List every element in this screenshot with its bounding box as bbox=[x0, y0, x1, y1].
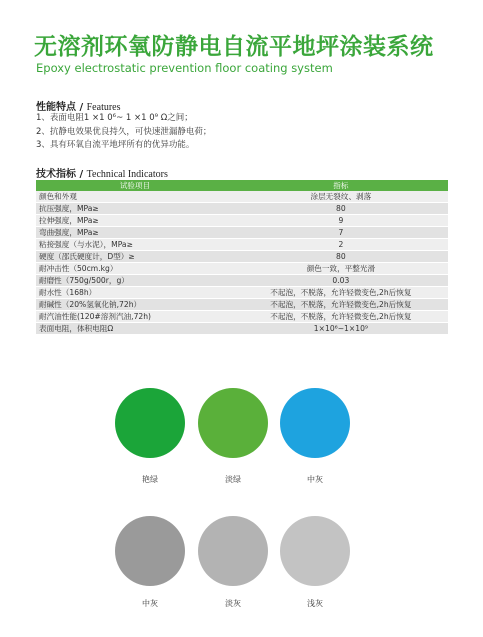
table-row bbox=[36, 251, 448, 263]
swatch-label: 中灰 bbox=[307, 475, 323, 484]
features-list bbox=[36, 112, 211, 153]
row-item: 耐碱性（20%氢氧化钠,72h） bbox=[36, 299, 234, 311]
technical-heading-cn: 技术指标 / bbox=[36, 169, 84, 180]
table-row bbox=[36, 299, 448, 311]
table-row bbox=[36, 191, 448, 203]
row-item: 颜色和外观 bbox=[36, 191, 234, 203]
row-item: 耐水性（168h） bbox=[36, 287, 234, 299]
row-value: 不起泡，不脱落，允许轻微变色,2h后恢复 bbox=[234, 299, 448, 311]
row-item: 抗压强度，MPa≥ bbox=[36, 203, 234, 215]
color-swatch bbox=[280, 516, 350, 586]
swatch-label: 淡绿 bbox=[225, 475, 241, 484]
color-swatch bbox=[198, 388, 268, 458]
table-row bbox=[36, 227, 448, 239]
technical-table bbox=[36, 180, 448, 335]
color-swatch bbox=[198, 516, 268, 586]
features-heading-en: Features bbox=[86, 102, 121, 113]
row-value: 7 bbox=[234, 227, 448, 239]
table-row bbox=[36, 311, 448, 323]
swatch-label: 淡灰 bbox=[225, 599, 241, 608]
row-value: 1×10⁶~1×10⁹ bbox=[234, 323, 448, 335]
row-value: 9 bbox=[234, 215, 448, 227]
technical-heading bbox=[36, 165, 168, 180]
table-header-row bbox=[36, 180, 448, 191]
feature-item: 1、表面电阻1 ×1 0⁶~ 1 ×1 0⁹ Ω之间； bbox=[36, 113, 193, 123]
row-value: 80 bbox=[234, 203, 448, 215]
column-header-item: 试验项目 bbox=[36, 180, 234, 191]
table-row bbox=[36, 239, 448, 251]
row-value: 80 bbox=[234, 251, 448, 263]
color-swatch bbox=[115, 388, 185, 458]
row-value: 涂层无裂纹、剥落 bbox=[234, 191, 448, 203]
row-item: 耐汽油性能(120#溶剂汽油,72h) bbox=[36, 311, 234, 323]
row-item: 拉伸强度，MPa≥ bbox=[36, 215, 234, 227]
row-item: 弯曲强度，MPa≥ bbox=[36, 227, 234, 239]
row-value: 2 bbox=[234, 239, 448, 251]
row-value: 颜色一致，平整光滑 bbox=[234, 263, 448, 275]
feature-item: 3、具有环氧自流平地坪所有的优异功能。 bbox=[36, 140, 195, 150]
row-item: 耐磨性（750g/500r，g） bbox=[36, 275, 234, 287]
row-value: 不起泡，不脱落，允许轻微变色,2h后恢复 bbox=[234, 287, 448, 299]
features-heading-cn: 性能特点 / bbox=[36, 102, 84, 113]
row-value: 不起泡，不脱落，允许轻微变色,2h后恢复 bbox=[234, 311, 448, 323]
row-item: 硬度（邵氏硬度计，D型）≥ bbox=[36, 251, 234, 263]
table-row bbox=[36, 215, 448, 227]
row-value: 0.03 bbox=[234, 275, 448, 287]
table-row bbox=[36, 287, 448, 299]
swatch-label: 艳绿 bbox=[142, 475, 158, 484]
row-item: 耐冲击性（50cm.kg） bbox=[36, 263, 234, 275]
table-row bbox=[36, 323, 448, 335]
page-subtitle: Epoxy electrostatic prevention floor coating system bbox=[36, 61, 333, 75]
table-row bbox=[36, 263, 448, 275]
table-row bbox=[36, 275, 448, 287]
swatch-label: 浅灰 bbox=[307, 599, 323, 608]
technical-heading-en: Technical Indicators bbox=[86, 169, 168, 180]
feature-item: 2、抗静电效果优良持久，可快速泄漏静电荷； bbox=[36, 126, 212, 137]
column-header-value: 指标 bbox=[234, 180, 448, 191]
table-row bbox=[36, 203, 448, 215]
page-title: 无溶剂环氧防静电自流平地坪涂装系统 bbox=[34, 34, 434, 60]
features-heading bbox=[36, 98, 121, 113]
color-swatch bbox=[115, 516, 185, 586]
row-item: 表面电阻，体积电阻Ω bbox=[36, 323, 234, 335]
row-item: 粘接强度（与水泥），MPa≥ bbox=[36, 239, 234, 251]
swatch-label: 中灰 bbox=[142, 599, 158, 608]
color-swatch bbox=[280, 388, 350, 458]
